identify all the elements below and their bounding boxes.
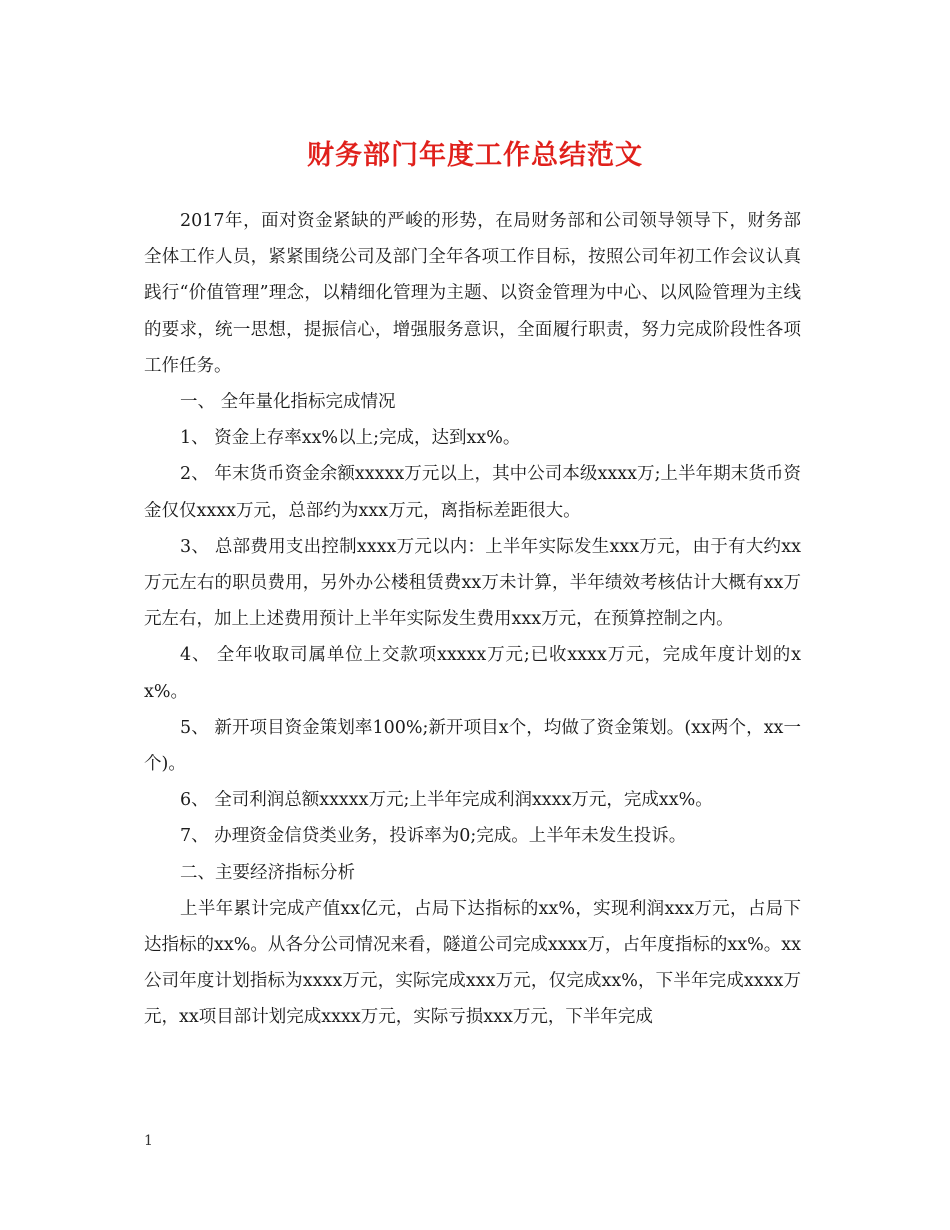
document-body	[144, 203, 801, 1036]
list-item-2: 2、 年末货币资金余额xxxxx万元以上，其中公司本级xxxx万;上半年期末货币资金仅仅xxxx万元，总部约为xxx万元，离指标差距很大。	[144, 464, 801, 521]
page-number: 1	[144, 1133, 153, 1149]
list-item-3: 3、 总部费用支出控制xxxx万元以内：上半年实际发生xxx万元，由于有大约xx万元左右的职员费用，另外办公楼租赁费xx万未计算，半年绩效考核估计大概有xx万元左右，加上上述费用预计上半年实际发生费用xxx万元，在预算控制之内。	[144, 536, 801, 630]
list-item-6: 6、 全司利润总额xxxxx万元;上半年完成利润xxxx万元，完成xx%。	[180, 790, 713, 811]
list-item-1: 1、 资金上存率xx%以上;完成，达到xx%。	[180, 428, 521, 449]
list-item-4: 4、 全年收取司属单位上交款项xxxxx万元;已收xxxx万元，完成年度计划的xx%。	[144, 645, 801, 702]
document-title: 财务部门年度工作总结范文	[307, 140, 643, 171]
section-heading-2: 二、主要经济指标分析	[180, 862, 355, 883]
paragraph-analysis: 上半年累计完成产值xx亿元，占局下达指标的xx%，实现利润xxx万元，占局下达指标的xx%。从各分公司情况来看，隧道公司完成xxxx万，占年度指标的xx%。xx公司年度计划指标为xxxx万元，实际完成xxx万元，仅完成xx%，下半年完成xxxx万元，xx项目部计划完成xxxx万元，实际亏损xxx万元，下半年完成	[144, 898, 801, 1028]
paragraph-intro: 2017年，面对资金紧缺的严峻的形势，在局财务部和公司领导领导下，财务部全体工作人员，紧紧围绕公司及部门全年各项工作目标，按照公司年初工作会议认真践行“价值管理”理念，以精细化管理为主题、以资金管理为中心、以风险管理为主线的要求，统一思想，提振信心，增强服务意识，全面履行职责，努力完成阶段性各项工作任务。	[144, 211, 801, 376]
list-item-7: 7、 办理资金信贷类业务，投诉率为0;完成。上半年未发生投诉。	[180, 826, 687, 847]
list-item-5: 5、 新开项目资金策划率100%;新开项目x个，均做了资金策划。(xx两个，xx一个)。	[144, 717, 801, 775]
section-heading-1: 一、 全年量化指标完成情况	[180, 392, 396, 413]
